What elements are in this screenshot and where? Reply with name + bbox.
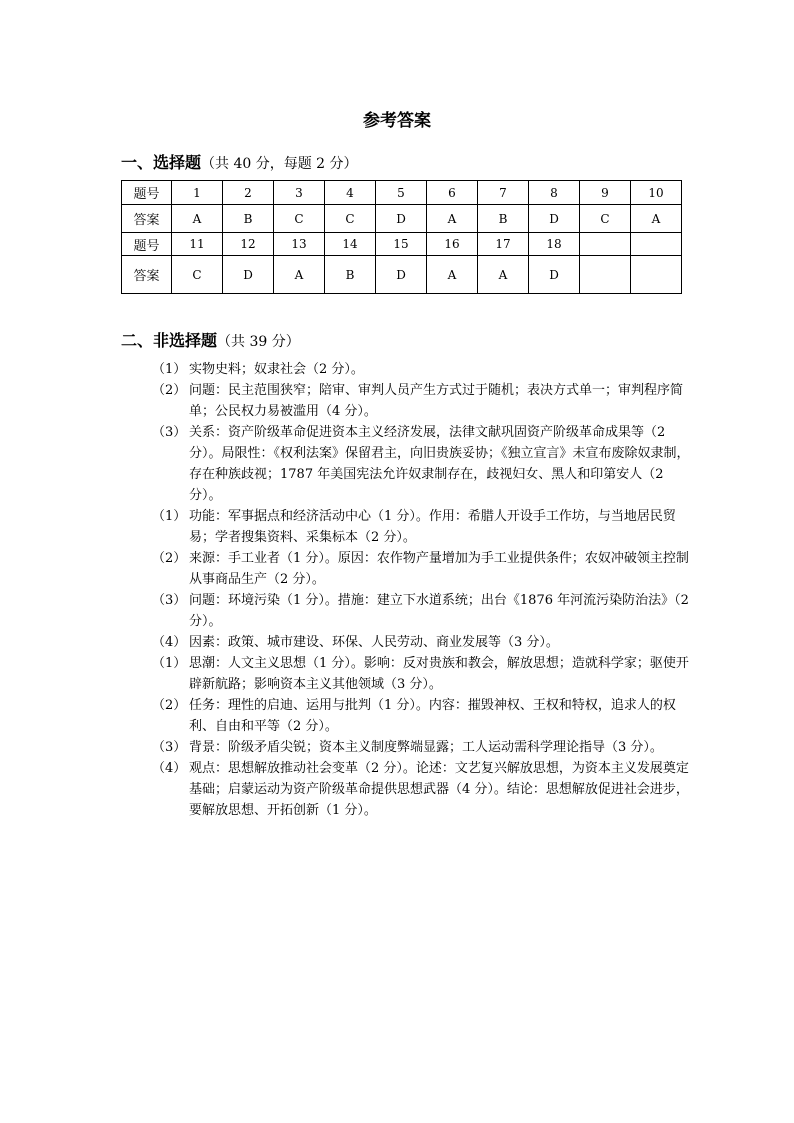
- table-cell: D: [529, 205, 580, 233]
- table-cell: A: [274, 256, 325, 294]
- table-cell: 9: [580, 181, 631, 205]
- table-row: [122, 233, 682, 256]
- answer-item-text: 来源：手工业者（1 分）。原因：农作物产量增加为手工业提供条件；农奴冲破领主控制从事商品生产（2 分）。: [189, 551, 689, 587]
- answer-item: [152, 359, 697, 380]
- table-cell: D: [529, 256, 580, 294]
- table-row-header: 题号: [122, 233, 172, 256]
- table-cell: C: [172, 256, 223, 294]
- table-cell: A: [427, 256, 478, 294]
- table-cell: C: [325, 205, 376, 233]
- table-cell: B: [223, 205, 274, 233]
- section-title-choice: [121, 150, 358, 173]
- table-row: [122, 256, 682, 294]
- answer-item-number: （2）: [152, 698, 187, 713]
- answer-item-number: （3）: [152, 425, 187, 440]
- table-cell: 14: [325, 233, 376, 256]
- answer-item-text: 因素：政策、城市建设、环保、人民劳动、商业发展等（3 分）。: [189, 635, 559, 650]
- answer-item-text: 任务：理性的启迪、运用与批判（1 分）。内容：摧毁神权、王权和特权，追求人的权利、自由和平等（2 分）。: [189, 698, 676, 734]
- table-cell: D: [376, 205, 427, 233]
- answer-item-text: 问题：环境污染（1 分）。措施：建立下水道系统；出台《1876 年河流污染防治法》（2 分）。: [189, 593, 689, 629]
- table-cell: A: [427, 205, 478, 233]
- table-row-header: 题号: [122, 181, 172, 205]
- answer-item: [152, 758, 697, 821]
- table-cell: 1: [172, 181, 223, 205]
- table-cell: D: [376, 256, 427, 294]
- table-cell: C: [274, 205, 325, 233]
- table-cell: 17: [478, 233, 529, 256]
- answer-item-text: 观点：思想解放推动社会变革（2 分）。论述：文艺复兴解放思想，为资本主义发展奠定基础；启蒙运动为资产阶级革命提供思想武器（4 分）。结论：思想解放促进社会进步，要解放思想、开拓创新（1 分）。: [189, 761, 689, 818]
- table-cell: [631, 256, 682, 294]
- answer-item: [152, 590, 697, 632]
- answer-item-text: 功能：军事据点和经济活动中心（1 分）。作用：希腊人开设手工作坊，与当地居民贸易；学者搜集资料、采集标本（2 分）。: [189, 509, 676, 545]
- section-heading: 二、非选择题: [121, 331, 218, 350]
- answer-item-text: 思潮：人文主义思想（1 分）。影响：反对贵族和教会，解放思想；造就科学家；驱使开辟新航路；影响资本主义其他领域（3 分）。: [189, 656, 689, 692]
- answer-item: [152, 422, 697, 506]
- answer-item-number: （4）: [152, 635, 187, 650]
- table-cell: 2: [223, 181, 274, 205]
- table-cell: 15: [376, 233, 427, 256]
- table-cell: 10: [631, 181, 682, 205]
- answer-item: [152, 695, 697, 737]
- answer-item: [152, 632, 697, 653]
- table-cell: B: [478, 205, 529, 233]
- table-cell: [580, 256, 631, 294]
- answer-item-number: （2）: [152, 551, 187, 566]
- page-title: 参考答案: [363, 111, 431, 131]
- table-cell: 16: [427, 233, 478, 256]
- table-cell: C: [580, 205, 631, 233]
- table-cell: 18: [529, 233, 580, 256]
- answer-item: [152, 737, 697, 758]
- table-row-header: 答案: [122, 256, 172, 294]
- answer-item: [152, 548, 697, 590]
- table-cell: 4: [325, 181, 376, 205]
- table-cell: [580, 233, 631, 256]
- answer-item: [152, 506, 697, 548]
- answer-item-number: （1）: [152, 362, 187, 377]
- table-row: [122, 205, 682, 233]
- answer-list: [152, 359, 697, 821]
- answer-item-text: 背景：阶级矛盾尖锐；资本主义制度弊端显露；工人运动需科学理论指导（3 分）。: [189, 740, 663, 755]
- table-cell: 12: [223, 233, 274, 256]
- answer-item-number: （4）: [152, 761, 187, 776]
- answer-item-text: 问题：民主范围狭窄；陪审、审判人员产生方式过于随机；表决方式单一；审判程序简单；公民权力易被滥用（4 分）。: [189, 383, 684, 419]
- table-cell: B: [325, 256, 376, 294]
- answer-item-number: （3）: [152, 593, 187, 608]
- section-subtitle: （共 39 分）: [217, 334, 300, 350]
- table-cell: A: [631, 205, 682, 233]
- table-cell: 6: [427, 181, 478, 205]
- table-cell: A: [478, 256, 529, 294]
- answer-item: [152, 653, 697, 695]
- table-cell: 11: [172, 233, 223, 256]
- table-cell: 8: [529, 181, 580, 205]
- answer-item-number: （2）: [152, 383, 187, 398]
- section-heading: 一、选择题: [121, 153, 202, 172]
- table-cell: 7: [478, 181, 529, 205]
- answer-item-number: （1）: [152, 656, 187, 671]
- table-cell: A: [172, 205, 223, 233]
- section-subtitle: （共 40 分，每题 2 分）: [201, 156, 358, 172]
- table-row-header: 答案: [122, 205, 172, 233]
- answer-item-text: 关系：资产阶级革命促进资本主义经济发展，法律文献巩固资产阶级革命成果等（2 分）。局限性：《权利法案》保留君主，向旧贵族妥协；《独立宣言》未宣布废除奴隶制，存在种族歧视；1787 年美国宪法允许奴隶制存在，歧视妇女、黑人和印第安人（2 分）。: [189, 425, 690, 503]
- table-cell: D: [223, 256, 274, 294]
- section-title-nonchoice: [121, 328, 300, 351]
- table-cell: [631, 233, 682, 256]
- table-row: [122, 181, 682, 205]
- table-cell: 3: [274, 181, 325, 205]
- answer-item-number: （1）: [152, 509, 187, 524]
- answer-item-number: （3）: [152, 740, 187, 755]
- table-cell: 5: [376, 181, 427, 205]
- table-cell: 13: [274, 233, 325, 256]
- answer-table: [121, 180, 682, 294]
- answer-item: [152, 380, 697, 422]
- answer-item-text: 实物史料；奴隶社会（2 分）。: [189, 362, 364, 377]
